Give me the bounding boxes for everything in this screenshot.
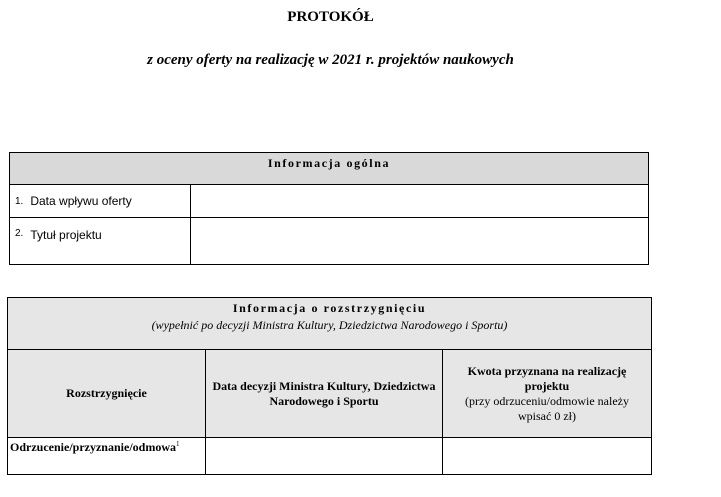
row-label [10,218,191,264]
decision-columns-header [8,350,651,438]
decision-info-note: (wypełnić po decyzji Ministra Kultury, Dziedzictwa Narodowego i Sportu) [151,318,508,332]
row-number: 1. [15,195,24,207]
amount-header-note: (przy odrzuceniu/odmowie należy wpisać 0 zł) [465,393,629,423]
decision-info-table [7,297,652,475]
column-header-decision-date: Data decyzji Ministra Kultury, Dziedzictwa Narodowego i Sportu [206,350,443,437]
table-row [10,185,648,218]
offer-date-field[interactable] [191,185,648,217]
decision-info-title: Informacja o rozstrzygnięciu [232,301,427,315]
project-title-field[interactable] [191,218,648,264]
column-header-amount [443,350,651,437]
decision-row-label [8,438,206,474]
row-label-text: Data wpływu oferty [30,194,132,208]
footnote-marker: 1 [175,440,180,448]
row-label [10,185,191,217]
granted-amount-field[interactable] [443,438,651,474]
general-info-table [9,152,649,265]
row-label-text: Tytuł projektu [30,228,102,242]
decision-label-text: Odrzucenie/przyznanie/odmowa [10,440,176,454]
row-number: 2. [15,228,24,239]
general-info-header: Informacja ogólna [10,153,648,185]
amount-header-text: Kwota przyznana na realizację projektu [467,363,627,393]
document-subtitle: z oceny oferty na realizację w 2021 r. projektów naukowych [147,52,514,68]
document-title: PROTOKÓŁ [287,9,374,25]
table-row [10,218,648,264]
decision-date-field[interactable] [206,438,443,474]
decision-info-header [8,298,651,350]
table-row [8,438,651,474]
column-header-decision: Rozstrzygnięcie [8,350,206,437]
